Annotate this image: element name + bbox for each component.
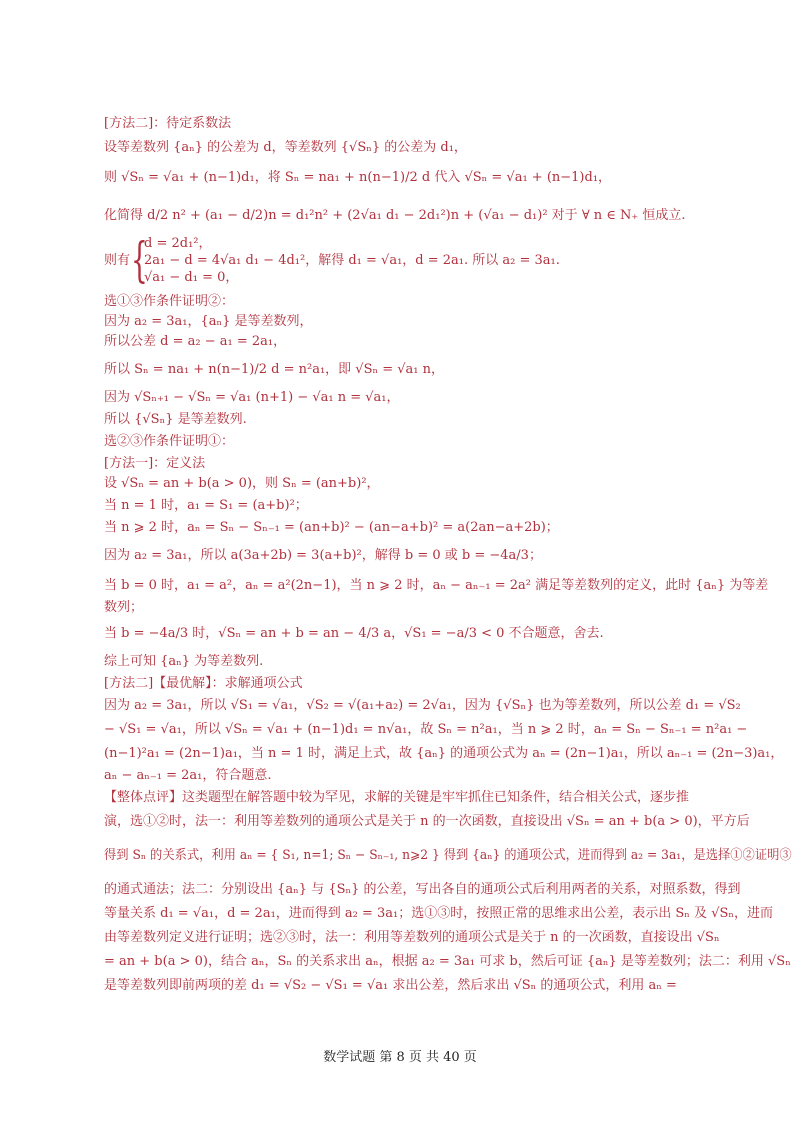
overall-comment-heading: 【整体点评】这类题型在解答题中较为罕见，求解的关键是牢牢抓住已知条件，结合相关公式，逐步推 bbox=[104, 790, 690, 805]
equation-system bbox=[104, 232, 664, 288]
text-line: 是等差数列即前两项的差 d₁ = √S₂ − √S₁ = √a₁ 求出公差，然后求出 √Sₙ 的通项公式，利用 aₙ = bbox=[104, 978, 677, 993]
system-row-2: 2a₁ − d = 4√a₁ d₁ − 4d₁²，解得 d₁ = √a₁，d = 2a₁. 所以 a₂ = 3a₁. bbox=[144, 253, 560, 268]
text-line: 当 n = 1 时，a₁ = S₁ = (a+b)²； bbox=[104, 498, 308, 513]
text-line: 所以公差 d = a₂ − a₁ = 2a₁， bbox=[104, 334, 287, 349]
text-line: aₙ − aₙ₋₁ = 2a₁，符合题意. bbox=[104, 768, 272, 783]
text-line: 所以 Sₙ = na₁ + n(n−1)/2 d = n²a₁，即 √Sₙ = √a₁ n， bbox=[104, 362, 445, 377]
method-two-heading: [方法二]：待定系数法 bbox=[104, 116, 232, 131]
page-footer: 数学试题 第 8 页 共 40 页 bbox=[323, 1050, 477, 1065]
text-line: 演，选①②时，法一：利用等差数列的通项公式是关于 n 的一次函数，直接设出 √Sₙ = an + b(a > 0)，平方后 bbox=[104, 814, 750, 829]
text-line: 因为 a₂ = 3a₁，{aₙ} 是等差数列， bbox=[104, 314, 313, 329]
section-heading: 选①③作条件证明②： bbox=[104, 294, 235, 309]
text-line: 设等差数列 {aₙ} 的公差为 d，等差数列 {√Sₙ} 的公差为 d₁， bbox=[104, 140, 467, 155]
text-line: 则 √Sₙ = √a₁ + (n−1)d₁，将 Sₙ = na₁ + n(n−1)/2 d 代入 √Sₙ = √a₁ + (n−1)d₁， bbox=[104, 170, 612, 185]
text-line: 当 n ⩾ 2 时，aₙ = Sₙ − Sₙ₋₁ = (an+b)² − (an−a+b)² = a(2an−a+2b)； bbox=[104, 520, 559, 535]
text-line: (n−1)²a₁ = (2n−1)a₁，当 n = 1 时，满足上式，故 {aₙ} 的通项公式为 aₙ = (2n−1)a₁，所以 aₙ₋₁ = (2n−3)a₁， bbox=[104, 746, 784, 761]
text-line: 数列； bbox=[104, 600, 144, 615]
text-line: 化简得 d/2 n² + (a₁ − d/2)n = d₁²n² + (2√a₁ d₁ − 2d₁²)n + (√a₁ − d₁)² 对于 ∀ n ∈ N₊ 恒成立. bbox=[104, 208, 686, 223]
section-heading: 选②③作条件证明①： bbox=[104, 434, 235, 449]
text-line: 因为 √Sₙ₊₁ − √Sₙ = √a₁ (n+1) − √a₁ n = √a₁， bbox=[104, 390, 400, 405]
text-line: 等量关系 d₁ = √a₁，d = 2a₁，进而得到 a₂ = 3a₁；选①③时，按照正常的思维求出公差，表示出 Sₙ 及 √Sₙ，进而 bbox=[104, 906, 774, 921]
text-line: 的通式通法；法二：分别设出 {aₙ} 与 {Sₙ} 的公差，写出各自的通项公式后利用两者的关系，对照系数，得到 bbox=[104, 882, 741, 897]
text-line: 由等差数列定义进行证明；选②③时，法一：利用等差数列的通项公式是关于 n 的一次函数，直接设出 √Sₙ bbox=[104, 930, 720, 945]
text-line: − √S₁ = √a₁，所以 √Sₙ = √a₁ + (n−1)d₁ = n√a₁，故 Sₙ = n²a₁，当 n ⩾ 2 时，aₙ = Sₙ − Sₙ₋₁ = n²a₁ − bbox=[104, 722, 748, 737]
system-row-3: √a₁ − d₁ = 0， bbox=[144, 270, 239, 285]
text-line: 因为 a₂ = 3a₁，所以 √S₁ = √a₁，√S₂ = √(a₁+a₂) = 2√a₁，因为 {√Sₙ} 也为等差数列，所以公差 d₁ = √S₂ bbox=[104, 698, 741, 713]
text-line: 综上可知 {aₙ} 为等差数列. bbox=[104, 654, 264, 669]
system-row-1: d = 2d₁²， bbox=[144, 236, 212, 251]
text-line: 因为 a₂ = 3a₁，所以 a(3a+2b) = 3(a+b)²，解得 b = 0 或 b = −4a/3； bbox=[104, 548, 542, 563]
text-line: 得到 Sₙ 的关系式，利用 aₙ = { S₁, n=1; Sₙ − Sₙ₋₁, n⩾2 } 得到 {aₙ} 的通项公式，进而得到 a₂ = 3a₁，是选择①②证明③ bbox=[104, 848, 792, 863]
text-line: 当 b = −4a/3 时，√Sₙ = an + b = an − 4/3 a，√S₁ = −a/3 < 0 不合题意，舍去. bbox=[104, 626, 604, 641]
left-brace-icon: { bbox=[131, 232, 148, 288]
method-two-best-heading: [方法二]【最优解】：求解通项公式 bbox=[104, 676, 303, 691]
text-line: = an + b(a > 0)，结合 aₙ，Sₙ 的关系求出 aₙ，根据 a₂ = 3a₁ 可求 b，然后可证 {aₙ} 是等差数列；法二：利用 √Sₙ bbox=[104, 954, 791, 969]
text-line: 设 √Sₙ = an + b(a > 0)，则 Sₙ = (an+b)²， bbox=[104, 476, 380, 491]
text-line: 当 b = 0 时，a₁ = a²，aₙ = a²(2n−1)，当 n ⩾ 2 时，aₙ − aₙ₋₁ = 2a² 满足等差数列的定义，此时 {aₙ} 为等差 bbox=[104, 578, 769, 593]
text-line: 所以 {√Sₙ} 是等差数列. bbox=[104, 412, 247, 427]
method-one-heading: [方法一]：定义法 bbox=[104, 456, 206, 471]
system-prefix: 则有 bbox=[104, 253, 131, 268]
